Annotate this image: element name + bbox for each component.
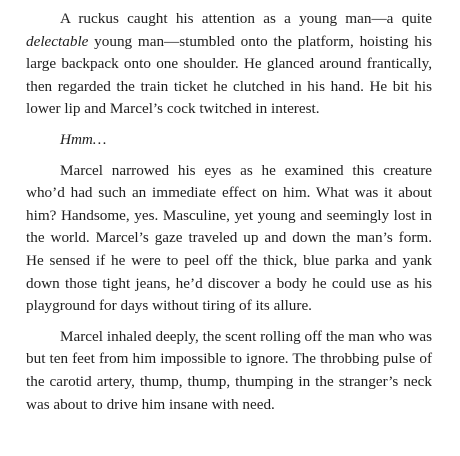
- paragraph-1-text-2: young man—stumbled onto the platform, hoisting his large backpack onto one shoulder. He glanced around frantically, then regarded the train ticket he clutched in his hand. He bit his lower lip and Marcel’s cock twitched in interest.: [26, 32, 432, 118]
- paragraph-1-italic-word: delectable: [26, 32, 89, 50]
- paragraph-2: [26, 129, 432, 152]
- paragraph-4-text: Marcel inhaled deeply, the scent rolling off the man who was but ten feet from him impossible to ignore. The throbbing pulse of the carotid artery, thump, thump, thumping in the stranger’s neck was about to drive him insane with need.: [26, 327, 432, 413]
- paragraph-2-italic-text: Hmm…: [60, 130, 107, 148]
- paragraph-1: [26, 8, 432, 121]
- paragraph-3: [26, 160, 432, 318]
- paragraph-4: [26, 326, 432, 416]
- paragraph-1-text-1: A ruckus caught his attention as a young man—a quite: [60, 10, 432, 27]
- book-page: [26, 8, 432, 416]
- paragraph-3-text: Marcel narrowed his eyes as he examined this creature who’d had such an immediate effect on him. What was it about him? Handsome, yes. Masculine, yet young and seemingly lost in the world. Marcel’s gaze traveled up and down the man’s form. He sensed if he were to peel off the thick, blue parka and yank down those tight jeans, he’d discover a body he could use as his playground for days without tiring of its allure.: [26, 161, 432, 315]
